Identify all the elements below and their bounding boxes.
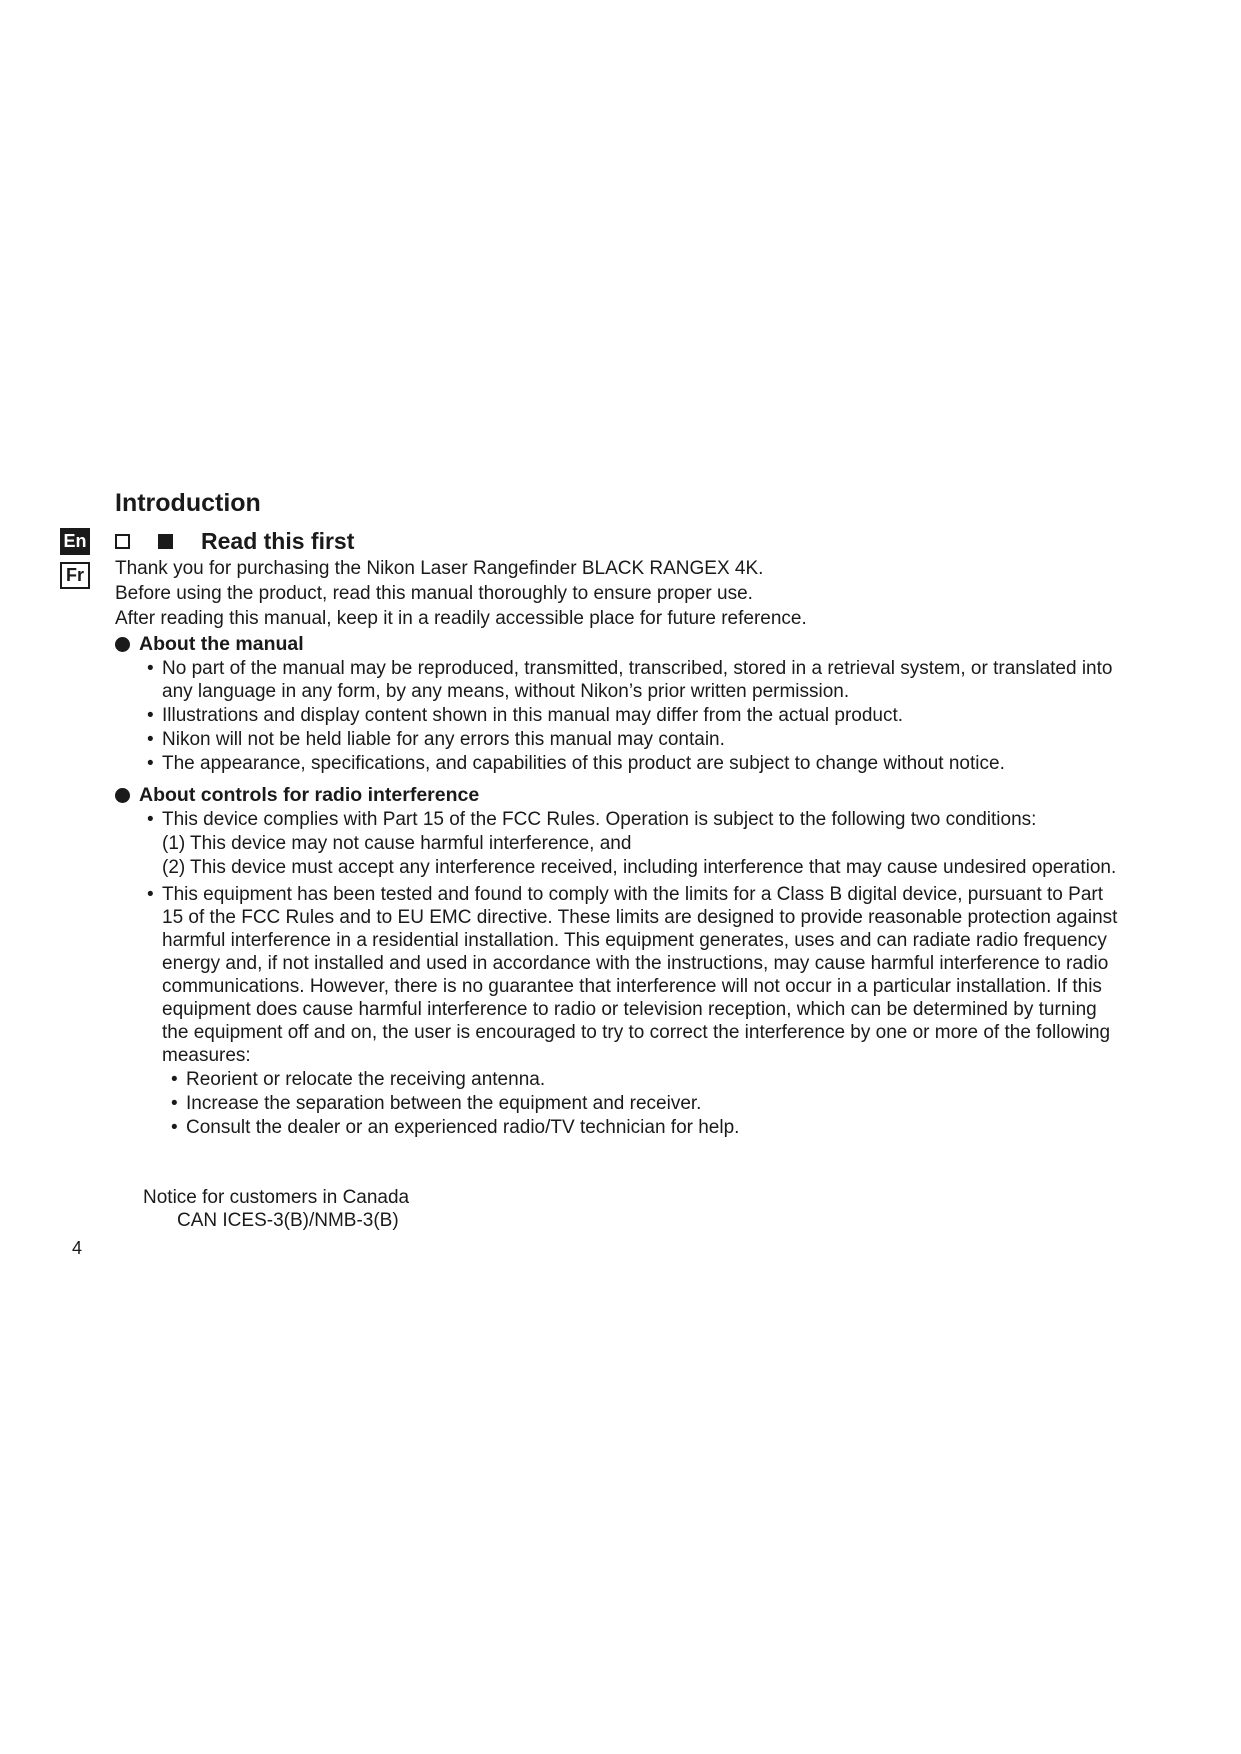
condition-item (115, 832, 1125, 855)
measures-list (115, 1068, 1125, 1139)
measure-item: • Consult the dealer or an experienced radio/TV technician for help. (115, 1116, 1125, 1139)
condition-number: (1) (162, 833, 186, 854)
about-manual-title: About the manual (139, 632, 304, 655)
canada-notice (143, 1186, 409, 1232)
radio-interference-heading (115, 783, 1125, 807)
about-manual-heading (115, 632, 1125, 656)
condition-number: (2) (162, 857, 186, 878)
bullet-dot-icon (115, 788, 130, 803)
measure-item: • Reorient or relocate the receiving antenna. (115, 1068, 1125, 1091)
square-filled-icon (158, 534, 173, 549)
read-first-heading (115, 526, 354, 556)
list-item: • Nikon will not be held liable for any errors this manual may contain. (115, 728, 1125, 751)
language-tab-french[interactable]: Fr (60, 562, 90, 589)
condition-text: This device must accept any interference received, including interference that may cause undesired operation. (190, 857, 1117, 878)
list-item: • The appearance, specifications, and capabilities of this product are subject to change without notice. (115, 752, 1125, 775)
condition-item (115, 856, 1125, 879)
about-manual-section (115, 632, 1125, 775)
conditions-list (115, 832, 1125, 879)
radio-interference-title: About controls for radio interference (139, 783, 480, 806)
list-item: • This device complies with Part 15 of the FCC Rules. Operation is subject to the following two conditions: (115, 808, 1125, 831)
intro-line: After reading this manual, keep it in a readily accessible place for future reference. (115, 608, 807, 629)
page-title: Introduction (115, 489, 261, 517)
canada-notice-code: CAN ICES-3(B)/NMB-3(B) (177, 1210, 399, 1231)
page-number: 4 (72, 1238, 83, 1258)
bullet-dot-icon (115, 637, 130, 652)
intro-paragraph (115, 556, 1115, 631)
language-tab-english[interactable]: En (60, 528, 90, 555)
condition-text: This device may not cause harmful interference, and (190, 833, 632, 854)
list-item: • Illustrations and display content shown in this manual may differ from the actual product. (115, 704, 1125, 727)
intro-line: Thank you for purchasing the Nikon Laser Rangefinder BLACK RANGEX 4K. (115, 558, 764, 579)
manual-list (115, 657, 1125, 775)
checkbox-outline-icon (115, 534, 130, 549)
canada-notice-title: Notice for customers in Canada (143, 1187, 410, 1208)
list-item: • No part of the manual may be reproduced, transmitted, transcribed, stored in a retrieval system, or translated into any language in any form, by any means, without Nikon’s prior written permission. (115, 657, 1125, 703)
radio-list (115, 808, 1125, 831)
list-item: • This equipment has been tested and found to comply with the limits for a Class B digital device, pursuant to Part 15 of the FCC Rules and to EU EMC directive. These limits are designed to provide reasonable protection against harmful interference in a residential installation. This equipment generates, uses and can radiate radio frequency energy and, if not installed and used in accordance with the instructions, may cause harmful interference to radio communications. However, there is no guarantee that interference will not occur in a particular installation. If this equipment does cause harmful interference to radio or television reception, which can be determined by turning the equipment off and on, the user is encouraged to try to correct the interference by one or more of the following measures: (115, 883, 1125, 1067)
radio-interference-section (115, 783, 1125, 1139)
radio-list-2 (115, 883, 1125, 1067)
read-first-title: Read this first (201, 527, 355, 554)
intro-line: Before using the product, read this manual thoroughly to ensure proper use. (115, 583, 753, 604)
measure-item: • Increase the separation between the equipment and receiver. (115, 1092, 1125, 1115)
